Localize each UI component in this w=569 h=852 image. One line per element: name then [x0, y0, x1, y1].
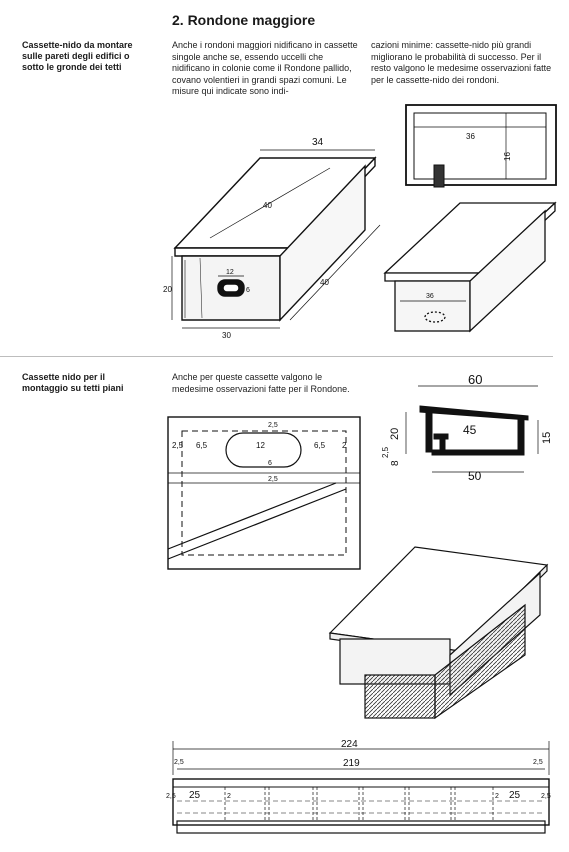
dim-section-2-5: 2,5 — [381, 446, 390, 458]
side-heading-wall-boxes: Cassette-nido da montare sulle pareti degli edifici o sotto le gronde dei tetti — [22, 40, 133, 72]
flat-roof-box-section-drawing — [378, 372, 558, 487]
dim-row-2-5-right: 2,5 — [533, 759, 543, 766]
dim-plan-2-5-mid: 2,5 — [268, 476, 278, 483]
dim-plan-12: 12 — [256, 441, 265, 450]
nest-box-front-section-drawing — [400, 103, 560, 188]
dim-row-2-5-c: 2,5 — [541, 793, 551, 800]
dim-plan-6-5-right: 6,5 — [314, 441, 326, 450]
dim-row-2-a: 2 — [227, 793, 231, 800]
dim-front-height: 16 — [503, 152, 512, 161]
dim-box-width: 30 — [222, 331, 231, 340]
dim-section-20: 20 — [389, 427, 401, 440]
dim-row-2-b: 2 — [495, 793, 499, 800]
dim-plan-2-5-top: 2,5 — [268, 422, 278, 429]
dim-plan-2-5-left: 2,5 — [172, 441, 184, 450]
box-row-front-drawing — [165, 735, 555, 840]
section-title: 2. Rondone maggiore — [172, 12, 316, 28]
text-column-2: cazioni minime: cassette-nido più grandi migliorano le probabilità di successo. Per il resto valgono le medesime osservazioni fatte per le cassette-nido dei rondoni. — [371, 40, 552, 85]
dim-hole-height: 6 — [246, 287, 250, 294]
dim-plan-6: 6 — [268, 460, 272, 467]
dim-section-45: 45 — [463, 423, 477, 437]
dim-top-width: 34 — [312, 137, 324, 148]
nest-box-isometric-drawing — [160, 130, 390, 340]
dim-hole-width: 12 — [226, 269, 234, 276]
dim-side-diagonal: 40 — [320, 278, 329, 287]
dim-section-15: 15 — [541, 431, 553, 444]
dim-section-8: 8 — [390, 460, 401, 466]
text-column-1: Anche i rondoni maggiori nidificano in cassette singole anche se, essendo uccelli che nidificano in colonie come il Rondone pallido, covano volentieri in grandi spazi comuni. Le misure qui indicate sono indi- — [172, 40, 358, 96]
dim-plan-2: 2 — [342, 441, 347, 450]
side-heading-flat-roof: Cassette nido per il montaggio su tetti piani — [22, 372, 124, 393]
dim-section-60: 60 — [468, 372, 483, 387]
section-divider — [0, 356, 553, 357]
text-column-flat-roof: Anche per queste cassette valgono le medesime osservazioni fatte per il Rondone. — [172, 372, 350, 394]
dim-open-box-width: 36 — [426, 293, 434, 300]
dim-row-2-5-left: 2,5 — [174, 759, 184, 766]
dim-front-width: 36 — [466, 132, 475, 141]
dim-box-height: 20 — [163, 285, 172, 294]
dim-row-224: 224 — [341, 739, 358, 750]
dim-row-219: 219 — [343, 758, 360, 769]
nest-box-open-drawing — [380, 195, 560, 335]
dim-row-25-right: 25 — [509, 790, 521, 801]
dim-row-25-left: 25 — [189, 790, 201, 801]
dim-top-diagonal: 40 — [263, 201, 272, 210]
dim-plan-6-5-left: 6,5 — [196, 441, 208, 450]
dim-section-50: 50 — [468, 469, 482, 483]
installed-box-perspective-drawing — [325, 545, 553, 720]
dim-row-2-5-a: 2,5 — [166, 793, 176, 800]
